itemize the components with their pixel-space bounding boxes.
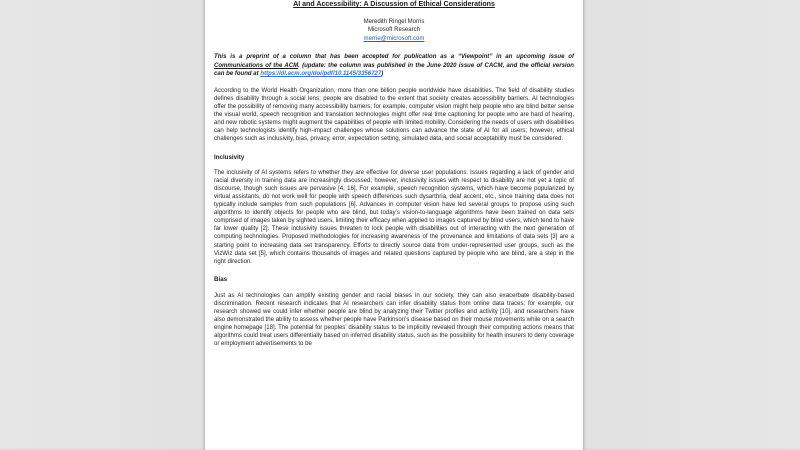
section-heading-bias: Bias bbox=[214, 276, 228, 284]
preprint-notice bbox=[214, 53, 574, 78]
page-title: AI and Accessibility: A Discussion of Ethical Considerations bbox=[293, 0, 495, 8]
email-link-text[interactable]: merrie@microsoft.com bbox=[363, 35, 425, 42]
section-paragraph-bias: Just as AI technologies can amplify existing gender and racial biases in our society, they can also exacerbate disability-based discrimination. Recent research indicates that AI researchers can infer disability status from online data traces; for example, our research showed we could infer whether people are blind by analyzing their Twitter profiles and activity [10], and researchers have also demonstrated the ability to assess whether people have Parkinson’s disease based on their mouse movements while on a search engine homepage [18]. The potential for peoples’ disability status to be implicitly revealed through their computing actions means that algorithms could treat users differentially based on inferred disability status, such as the possibility for health insurers to deny coverage or employment advertisements to be bbox=[214, 292, 574, 348]
section-paragraph-inclusivity: The inclusivity of AI systems refers to whether they are effective for diverse user populations. Issues regarding a lack of gender and racial diversity in training data are increasingly discussed; however, inclusivity issues with respect to disability are not yet a topic of discourse, though such issues are pervasive [4, 16]. For example, speech recognition systems, which have become popularized by virtual assistants, do not work well for people with speech differences such dysarthria, deaf accent, etc., since training data does not typically include samples from such populations [6]. Advances in computer vision have led several groups to propose using such algorithms to identify objects for people who are blind, but today’s vision-to-language algorithms have been trained on data sets comprised of images taken by sighted users, limiting their efficacy when applied to images captured by blind users, which tend to have far lower quality [2]. These inclusivity issues threaten to lock people with disabilities out of interacting with the next generation of computing technologies. Proposed methodologies for increasing awareness of the provenance and limitations of data sets [3] are a starting point to increasing data set transparency. Efforts to directly source data from under-represented user groups, such as the VizWiz data set [5], which contains thousands of images and related questions captured by people who are blind, are a step in the right direction. bbox=[214, 170, 574, 265]
preprint-notice-venue: Communications of the ACM bbox=[214, 62, 299, 69]
author-affiliation: Microsoft Research bbox=[367, 27, 421, 34]
doi-link[interactable]: https://dl.acm.org/doi/pdf/10.1145/3356727 bbox=[260, 71, 382, 78]
author-email-link[interactable] bbox=[214, 35, 574, 44]
section-heading-inclusivity: Inclusivity bbox=[214, 153, 245, 161]
preprint-notice-part2: . (update: the column was published in the June 2020 issue of CACM, and the official version can be found at bbox=[214, 62, 574, 78]
preprint-notice-part1: This is a preprint of a column that has been accepted for publication as a “Viewpoint” in an upcoming issue of bbox=[214, 54, 574, 61]
document-body bbox=[214, 0, 574, 348]
intro-paragraph: According to the World Health Organization, more than one billion people worldwide have disabilities. The field of disability studies defines disability through a social lens; people are disabled to the extent that society creates accessibility barriers. AI technologies offer the possibility of removing many accessibility barriers; for example, computer vision might help people who are blind better sense the visual world, speech recognition and translation technologies might offer real time captioning for people who are hard of hearing, and new robotic systems might augment the capabilities of people with limited mobility. Considering the needs of users with disabilities can help technologists identify high-impact challenges whose solutions can advance the state of AI for all users; however, ethical challenges such as inclusivity, bias, privacy, error, expectation setting, simulated data, and social acceptability must be considered. bbox=[214, 87, 574, 142]
preprint-notice-part3: ) bbox=[381, 71, 384, 78]
document-page bbox=[205, 0, 583, 450]
author-name: Meredith Ringel Morris bbox=[363, 18, 425, 25]
